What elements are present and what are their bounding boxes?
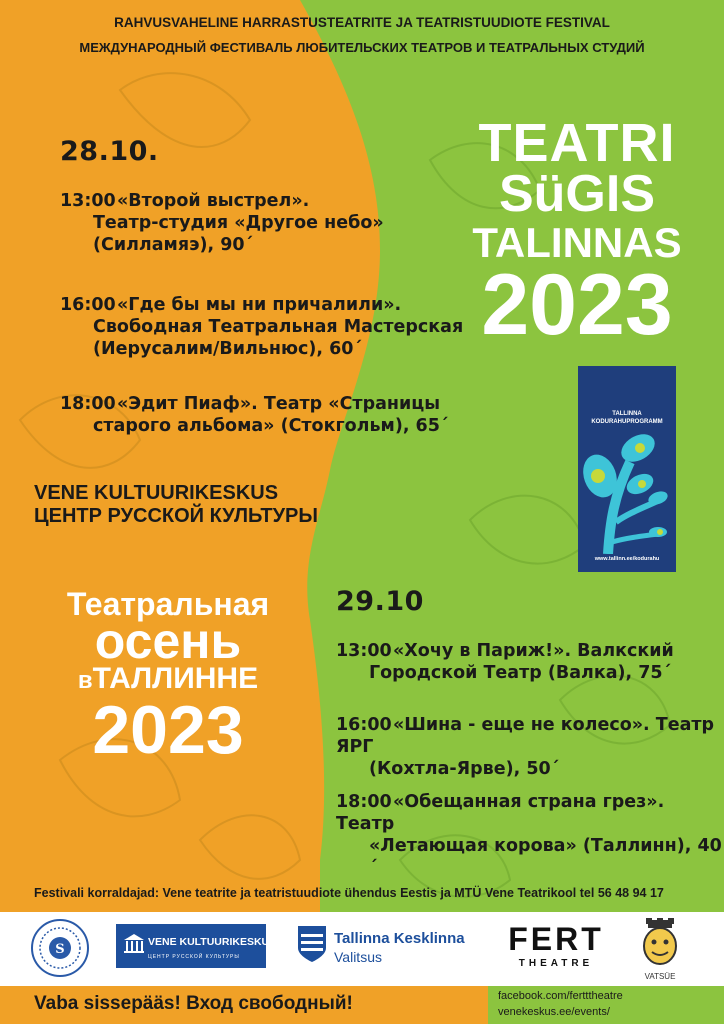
event-line: (Силламяэ), 90´ — [93, 235, 254, 255]
title-et-line2: SüGIS — [498, 165, 656, 223]
links-box — [488, 986, 724, 1024]
vene-kultuurikeskus-logo — [116, 924, 277, 968]
event-line: (Кохтла-Ярве), 50´ — [369, 759, 560, 779]
organizers: Festivali korraldajad: Vene teatrite ja teatristuudiote ühendus Eestis ja MTÜ Vene Teatrikool tel 56 48 94 17 — [34, 886, 664, 900]
title-russian — [34, 586, 302, 768]
vatsue-mascot-icon — [640, 918, 680, 970]
title-ru-line3: ТАЛЛИННЕ — [92, 662, 259, 695]
event-time: 18:00 — [60, 394, 116, 414]
event-time: 13:00 — [336, 641, 392, 661]
vatsue-label: VATSÜE — [644, 972, 676, 981]
venue-russian: ЦЕНТР РУССКОЙ КУЛЬТУРЫ — [34, 505, 318, 527]
event-line: (Иерусалим/Вильнюс), 60´ — [93, 339, 363, 359]
event-line: Театр-студия «Другое небо» — [93, 213, 384, 233]
event-title: «Второй выстрел». — [117, 191, 310, 211]
panel-url: www.tallinn.ee/kodurahu — [594, 556, 660, 562]
day2-date: 29.10 — [336, 586, 424, 617]
vk-name: VENE KULTUURIKESKUS — [148, 936, 277, 948]
facebook-link[interactable]: facebook.com/fertttheatre — [498, 990, 623, 1002]
tallinn-shield-icon — [298, 926, 326, 962]
event-time: 13:00 — [60, 191, 116, 211]
panel-label-2: KODURAHUPROGRAMM — [591, 419, 663, 425]
panel-label-1: TALLINNA — [612, 411, 642, 417]
title-ru-year: 2023 — [92, 692, 244, 768]
event-title: «Хочу в Париж!». Валкский — [393, 641, 674, 661]
fert-logo: FERT — [508, 921, 604, 957]
day1-event-1 — [60, 190, 384, 256]
event-title: «Где бы мы ни причалили». — [117, 295, 402, 315]
event-line: Свободная Театральная Мастерская — [93, 317, 464, 337]
day2-event-2 — [336, 714, 724, 780]
tree-leaf-icon — [578, 426, 676, 554]
event-title: «Эдит Пиаф». Театр «Страницы — [117, 394, 441, 414]
association-seal-icon — [30, 918, 90, 978]
kodurahu-program-panel — [578, 366, 676, 572]
day2-event-1 — [336, 640, 674, 684]
header-russian: МЕЖДУНАРОДНЫЙ ФЕСТИВАЛЬ ЛЮБИТЕЛЬСКИХ ТЕАТРОВ И ТЕАТРАЛЬНЫХ СТУДИЙ — [79, 40, 645, 55]
tallinn-logo-line1: Tallinna Kesklinna — [334, 930, 465, 947]
event-time: 18:00 — [336, 792, 392, 812]
title-et-line1: TEATRI — [478, 113, 676, 173]
venue — [34, 482, 318, 528]
svg-text:S: S — [55, 942, 65, 957]
event-title: «Шина - еще не колесо». Театр ЯРГ — [336, 715, 715, 757]
title-ru-line2: осень — [94, 613, 242, 669]
title-ru-line1: Театральная — [66, 586, 270, 622]
event-time: 16:00 — [60, 295, 116, 315]
building-icon — [122, 932, 146, 954]
title-estonian — [468, 113, 686, 353]
event-line: старого альбома» (Стокгольм), 65´ — [93, 416, 449, 436]
title-ru-prefix: в — [77, 667, 93, 694]
event-line: Городской Театр (Валка), 75´ — [369, 663, 672, 683]
sponsor-logos-bar — [0, 912, 724, 986]
vk-sub: ЦЕНТР РУССКОЙ КУЛЬТУРЫ — [148, 954, 240, 960]
tallinn-logo-line2: Valitsus — [334, 949, 382, 965]
header-estonian: RAHVUSVAHELINE HARRASTUSTEATRITE JA TEATRISTUUDIOTE FESTIVAL — [114, 15, 610, 30]
event-title: «Обещанная страна грез». Театр — [336, 792, 665, 834]
day2-event-3 — [336, 791, 724, 879]
event-line: «Летающая корова» (Таллинн), 40´ — [369, 836, 722, 878]
title-et-year: 2023 — [481, 257, 673, 353]
day1-event-3 — [60, 393, 449, 437]
day1-date: 28.10. — [60, 136, 159, 167]
event-time: 16:00 — [336, 715, 392, 735]
venue-estonian: VENE KULTUURIKESKUS — [34, 482, 279, 504]
day1-event-2 — [60, 294, 463, 360]
title-et-line3: TALINNAS — [472, 219, 682, 266]
free-entry: Vaba sissepääs! Вход свободный! — [34, 993, 353, 1014]
fert-sub: THEATRE — [518, 958, 594, 969]
events-link[interactable]: venekeskus.ee/events/ — [498, 1006, 610, 1018]
